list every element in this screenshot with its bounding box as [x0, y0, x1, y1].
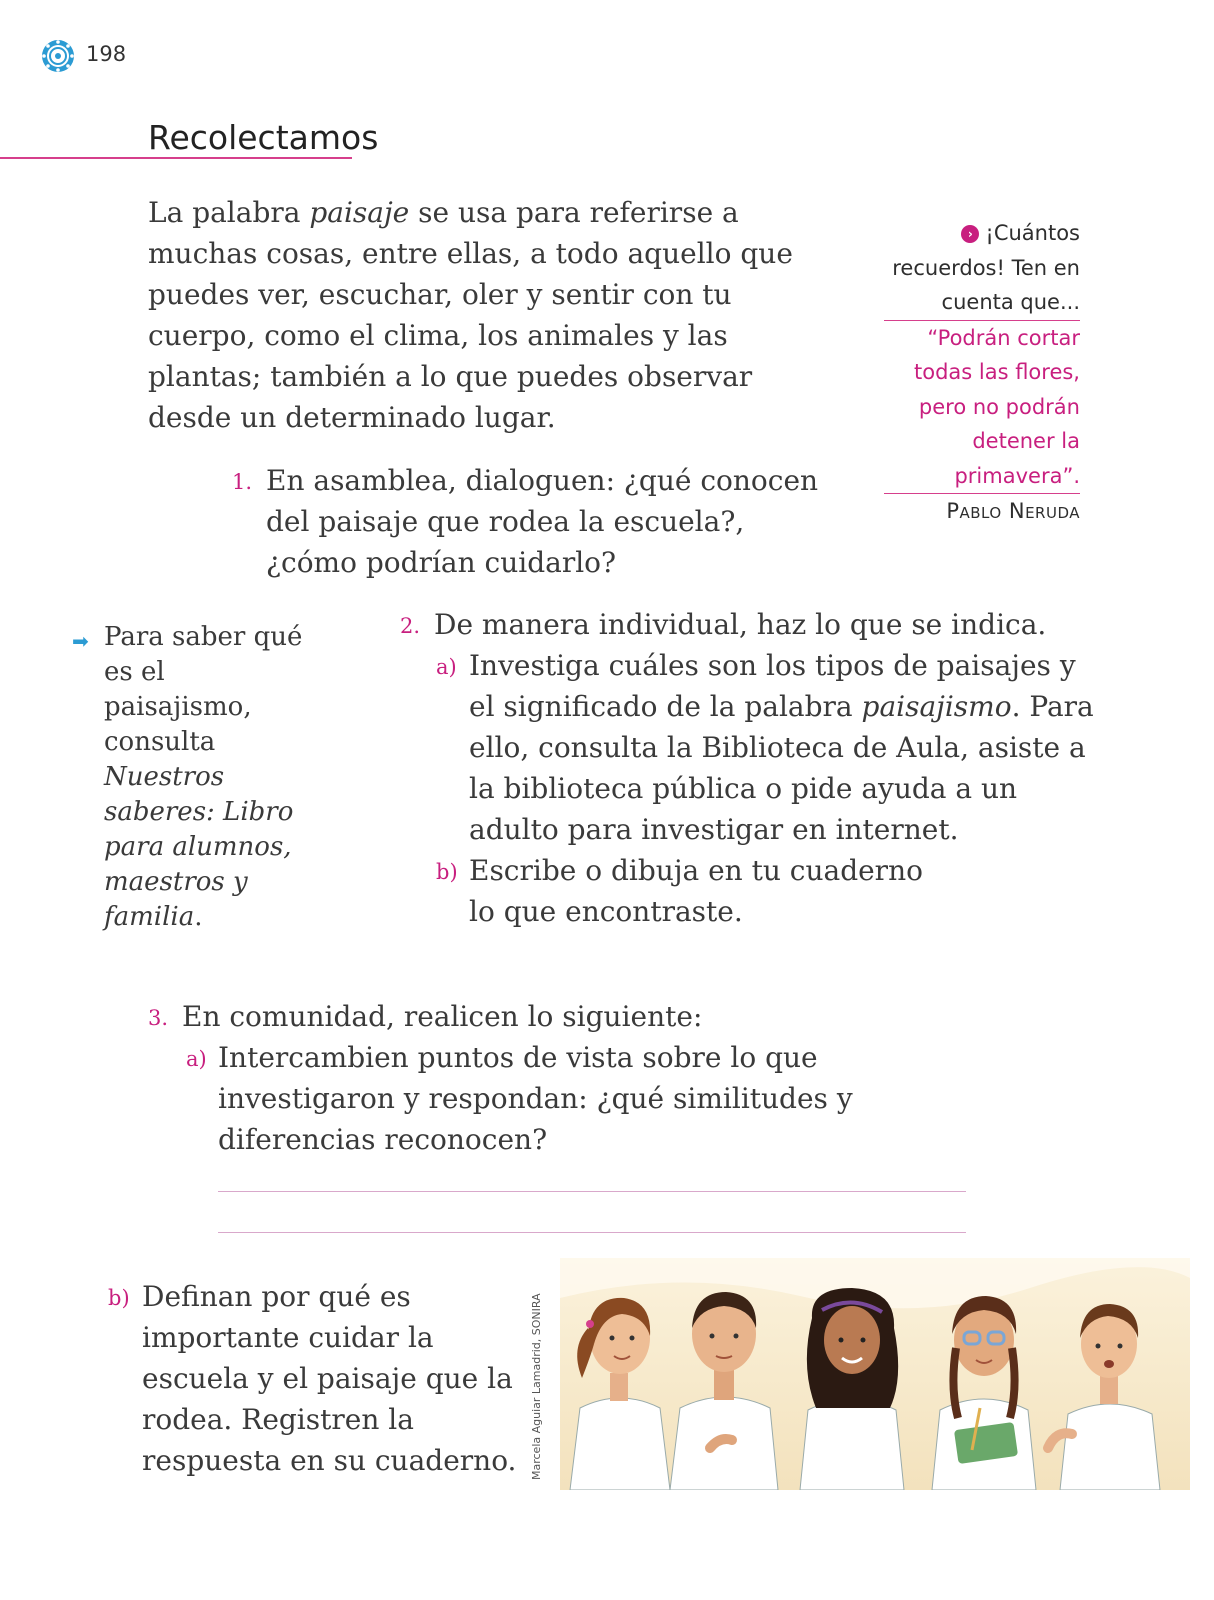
activity-2b-label: b): [436, 860, 458, 884]
activity-2a-text: Investiga cuáles son los tipos de paisajes y el significado de la palabra paisajismo. Para ello, consulta la Biblioteca de Aula, asiste a la biblioteca pública o pide ayuda a un adulto para investigar en internet.: [469, 649, 1094, 846]
activity-2a-label: a): [436, 655, 457, 679]
quote-lead: › ¡Cuántos recuerdos! Ten en cuenta que...: [892, 221, 1080, 314]
title-underline: [0, 157, 352, 159]
activity-1: [232, 460, 832, 583]
arrow-right-icon: ➡: [72, 629, 89, 653]
activity-3a: [148, 1037, 998, 1160]
child-figure: [800, 1288, 904, 1490]
answer-line[interactable]: [218, 1191, 966, 1192]
activity-3-text: En comunidad, realicen lo siguiente:: [182, 1000, 703, 1033]
activity-3: [148, 996, 998, 1160]
sidebar-quote: [884, 216, 1080, 529]
activity-2: [400, 604, 1100, 932]
activity-1-number: 1.: [232, 470, 253, 494]
activity-3-number: 3.: [148, 1006, 169, 1030]
activity-3a-text: Intercambien puntos de vista sobre lo que investigaron y respondan: ¿qué similitudes y diferencias reconocen?: [218, 1041, 853, 1156]
activity-2a: [400, 645, 1100, 850]
activity-3b-text: Definan por qué es importante cuidar la escuela y el paisaje que la rodea. Registren la respuesta en su cuaderno.: [142, 1280, 517, 1477]
page-number: 198: [86, 42, 127, 66]
activity-3b-label: b): [108, 1286, 130, 1310]
quote-author: Pablo Neruda: [946, 499, 1080, 523]
intro-paragraph: La palabra paisaje se usa para referirse a muchas cosas, entre ellas, a todo aquello que puedes ver, escuchar, oler y sentir con tu cuerpo, como el clima, los animales y las plantas; también a lo que puedes observar desde un determinado lugar.: [148, 196, 793, 434]
activity-2-number: 2.: [400, 614, 421, 638]
chevron-right-icon: ›: [961, 225, 979, 243]
book-title: Nuestros saberes: Libro para alumnos, maestros y familia: [104, 762, 294, 932]
section-title: Recolectamos: [148, 118, 379, 157]
activity-2b-text: Escribe o dibuja en tu cuaderno lo que encontraste.: [469, 854, 923, 928]
page-emblem-icon: [40, 38, 76, 74]
intro-emphasis: paisaje: [309, 196, 410, 229]
side-note: ➡ Para saber qué es el paisajismo, consulta Nuestros saberes: Libro para alumnos, maestros y familia.: [72, 622, 303, 932]
activity-3a-label: a): [186, 1047, 207, 1071]
quote-text: “Podrán cortar todas las flores, pero no podrán detener la primavera”.: [913, 325, 1080, 488]
activity-1-text: En asamblea, dialoguen: ¿qué conocen del paisaje que rodea la escuela?, ¿cómo podrían cuidarlo?: [266, 464, 819, 579]
activity-2-text: De manera individual, haz lo que se indica.: [434, 608, 1047, 641]
activity-2b: [400, 850, 1100, 932]
illustration-credit: Marcela Aguiar Lamadrid, SONIRA: [530, 1293, 543, 1480]
students-illustration: [560, 1258, 1190, 1490]
activity-3b: [108, 1276, 548, 1481]
answer-line[interactable]: [218, 1232, 966, 1233]
